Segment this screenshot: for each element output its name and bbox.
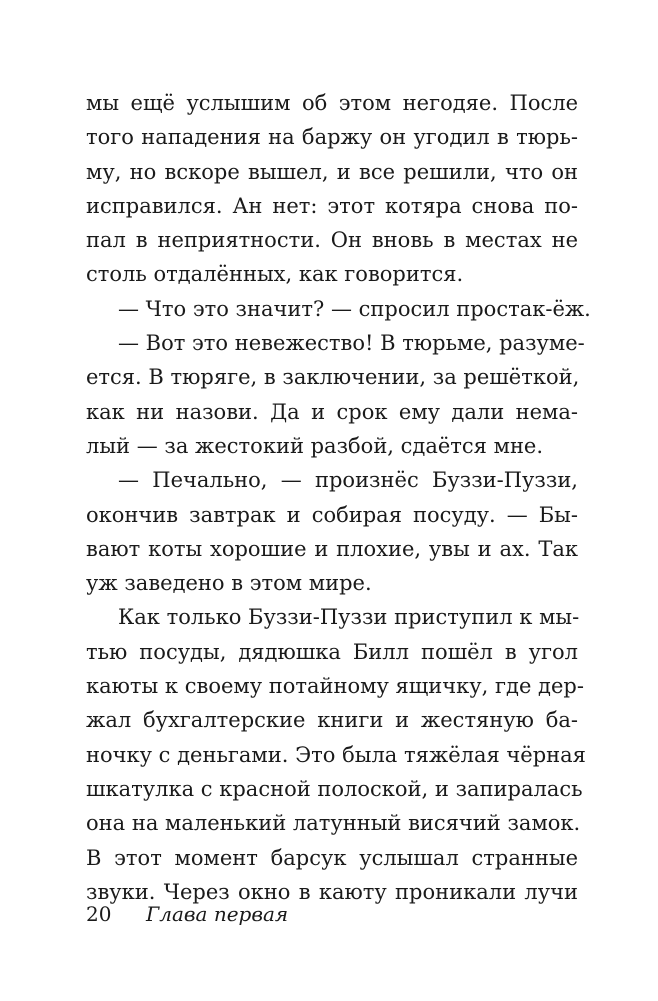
running-title: Глава первая [146,902,289,926]
text-line: — Печально, — произнёс Буззи-Пуззи, [118,468,578,493]
text-line: жал бухгалтерские книги и жестяную ба- [86,708,578,733]
text-line: му, но вскоре вышел, и все решили, что он [86,159,578,184]
text-line: того нападения на баржу он угодил в тюрь- [86,125,578,150]
text-line: она на маленький латунный висячий замок. [86,811,581,836]
text-line: лый — за жестокий разбой, сдаётся мне. [86,433,544,458]
text-line: уж заведено в этом мире. [86,571,372,596]
text-line: столь отдалённых, как говорится. [86,262,464,287]
text-line: звуки. Через окно в каюту проникали лучи [86,879,578,904]
text-line: — Что это значит? — спросил простак-ёж. [118,296,591,321]
text-line: мы ещё услышим об этом негодяе. После [86,91,578,115]
text-line: пал в неприятности. Он вновь в местах не [86,228,578,253]
text-line: как ни назови. Да и срок ему дали нема- [86,399,578,424]
page-number: 20 [86,902,112,926]
text-line: окончив завтрак и собирая посуду. — Бы- [86,502,578,527]
page-footer [86,902,288,926]
text-line: Как только Буззи-Пуззи приступил к мы- [118,605,580,630]
text-line: — Вот это невежество! В тюрьме, разуме- [118,331,585,356]
text-line: вают коты хорошие и плохие, увы и ах. Так [86,536,578,561]
text-line: ется. В тюряге, в заключении, за решёткой, [86,365,580,390]
text-line: шкатулка с красной полоской, и запиралась [86,776,583,801]
body-text [86,86,591,909]
text-line: каюты к своему потайному ящичку, где дер- [86,674,584,699]
text-line: В этот момент барсук услышал странные [86,845,578,870]
text-line: тью посуды, дядюшка Билл пошёл в угол [86,639,578,664]
text-line: ночку с деньгами. Это была тяжёлая чёрная [86,742,586,767]
text-line: исправился. Ан нет: этот котяра снова по- [86,193,578,218]
